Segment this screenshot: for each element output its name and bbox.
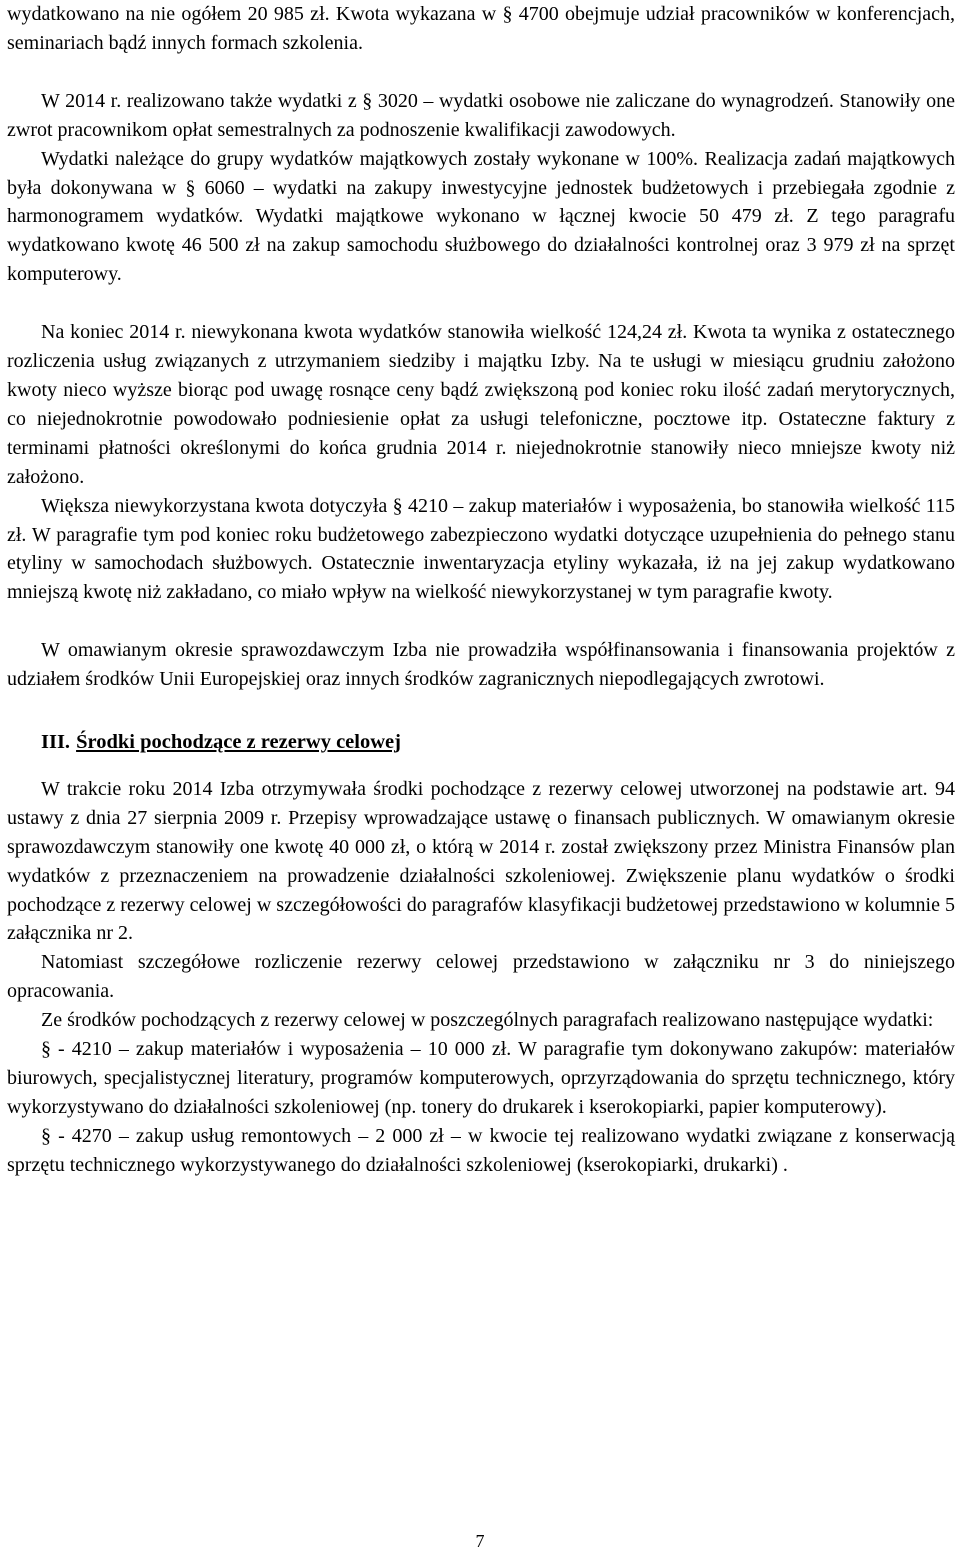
page-number: 7 bbox=[475, 1531, 485, 1551]
paragraph-training-expenses: wydatkowano na nie ogółem 20 985 zł. Kwota wykazana w § 4700 obejmuje udział pracowników w konferencjach, seminariach bądź innych formach szkolenia. bbox=[7, 3, 955, 54]
paragraph-4270-reserve: § - 4270 – zakup usług remontowych – 2 000 zł – w kwocie tej realizowano wydatki związane z konserwacją sprzętu technicznego wykorzystywanego do działalności szkoleniowej (kserokopiarki, drukarki) . bbox=[7, 1124, 955, 1176]
paragraph-4210-unspent: Większa niewykorzystana kwota dotyczyła § 4210 – zakup materiałów i wyposażenia, bo stanowiła wielkość 115 zł. W paragrafie tym pod koniec roku budżetowego zabezpieczono wydatki dotyczące uzupełnienia do pełnego stanu etyliny w samochodach służbowych. Ostatecznie inwentaryzacja etyliny wykazała, iż na jej zakup wydatkowano mniejszą kwotę niż zakładano, co miało wpływ na wielkość niewykorzystanej w tym paragrafie kwoty. bbox=[7, 494, 955, 604]
paragraph-asset-expenses: Wydatki należące do grupy wydatków majątkowych zostały wykonane w 100%. Realizacja zadań majątkowych była dokonywana w § 6060 – wydatki na zakupy inwestycyjne jednostek budżetowych i przebiegała zgodnie z harmonogramem wydatków. Wydatki majątkowe wykonano w łącznej kwocie 50 479 zł. Z tego paragrafu wydatkowano kwotę 46 500 zł na zakup samochodu służbowego do działalności kontrolnej oraz 3 979 zł na sprzęt komputerowy. bbox=[7, 147, 955, 286]
section-title: Środki pochodzące z rezerwy celowej bbox=[76, 731, 401, 754]
paragraph-reserve-intro: W trakcie roku 2014 Izba otrzymywała środki pochodzące z rezerwy celowej utworzonej na podstawie art. 94 ustawy z dnia 27 sierpnia 2009 r. Przepisy wprowadzające ustawę o finansach publicznych. W omawianym okresie sprawozdawczym stanowiły one kwotę 40 000 zł, o którą w 2014 r. został zwiększony przez Ministra Finansów plan wydatków z przeznaczeniem na prowadzenie działalności szkoleniowej. Zwiększenie planu wydatków o środki pochodzące z rezerwy celowej w szczegółowości do paragrafów klasyfikacji budżetowej przedstawiono w kolumnie 5 załącznika nr 2. bbox=[7, 777, 955, 945]
paragraph-unspent-amount: Na koniec 2014 r. niewykonana kwota wydatków stanowiła wielkość 124,24 zł. Kwota ta wynika z ostatecznego rozliczenia usług związanych z utrzymaniem siedziby i majątku Izby. Na te usługi w miesiącu grudniu założono kwoty nieco wyższe biorąc pod uwagę rosnące ceny bądź zwiększoną pod koniec roku ilość zadań merytorycznych, co niejednokrotnie powodowało podniesienie opłat za usługi telefoniczne, pocztowe itp. Ostateczne faktury z terminami płatności określonymi do końca grudnia 2014 r. niejednokrotnie stanowiły nieco mniejsze kwoty niż założono. bbox=[7, 321, 955, 488]
paragraph-reserve-settlement: Natomiast szczegółowe rozliczenie rezerwy celowej przedstawiono w załączniku nr 3 do niniejszego opracowania. bbox=[7, 951, 955, 1003]
section-number: III. bbox=[41, 731, 71, 754]
paragraph-3020-expenses: W 2014 r. realizowano także wydatki z § 3020 – wydatki osobowe nie zaliczane do wynagrodzeń. Stanowiły one zwrot pracownikom opłat semestralnych za podnoszenie kwalifikacji zawodowych. bbox=[7, 89, 955, 141]
section-heading bbox=[7, 728, 955, 757]
paragraph-reserve-expenses-intro: Ze środków pochodzących z rezerwy celowej w poszczególnych paragrafach realizowano następujące wydatki: bbox=[41, 1009, 934, 1032]
paragraph-4210-reserve: § - 4210 – zakup materiałów i wyposażenia – 10 000 zł. W paragrafie tym dokonywano zakupów: materiałów biurowych, specjalistycznej literatury, programów komputerowych, oprzyrządowania do sprzętu technicznego, który wykorzystywano do działalności szkoleniowej (np. tonery do drukarek i kserokopiarki, papier komputerowy). bbox=[7, 1038, 955, 1118]
paragraph-eu-funds: W omawianym okresie sprawozdawczym Izba nie prowadziła współfinansowania i finansowania projektów z udziałem środków Unii Europejskiej oraz innych środków zagranicznych niepodlegających zwrotowi. bbox=[7, 639, 955, 691]
